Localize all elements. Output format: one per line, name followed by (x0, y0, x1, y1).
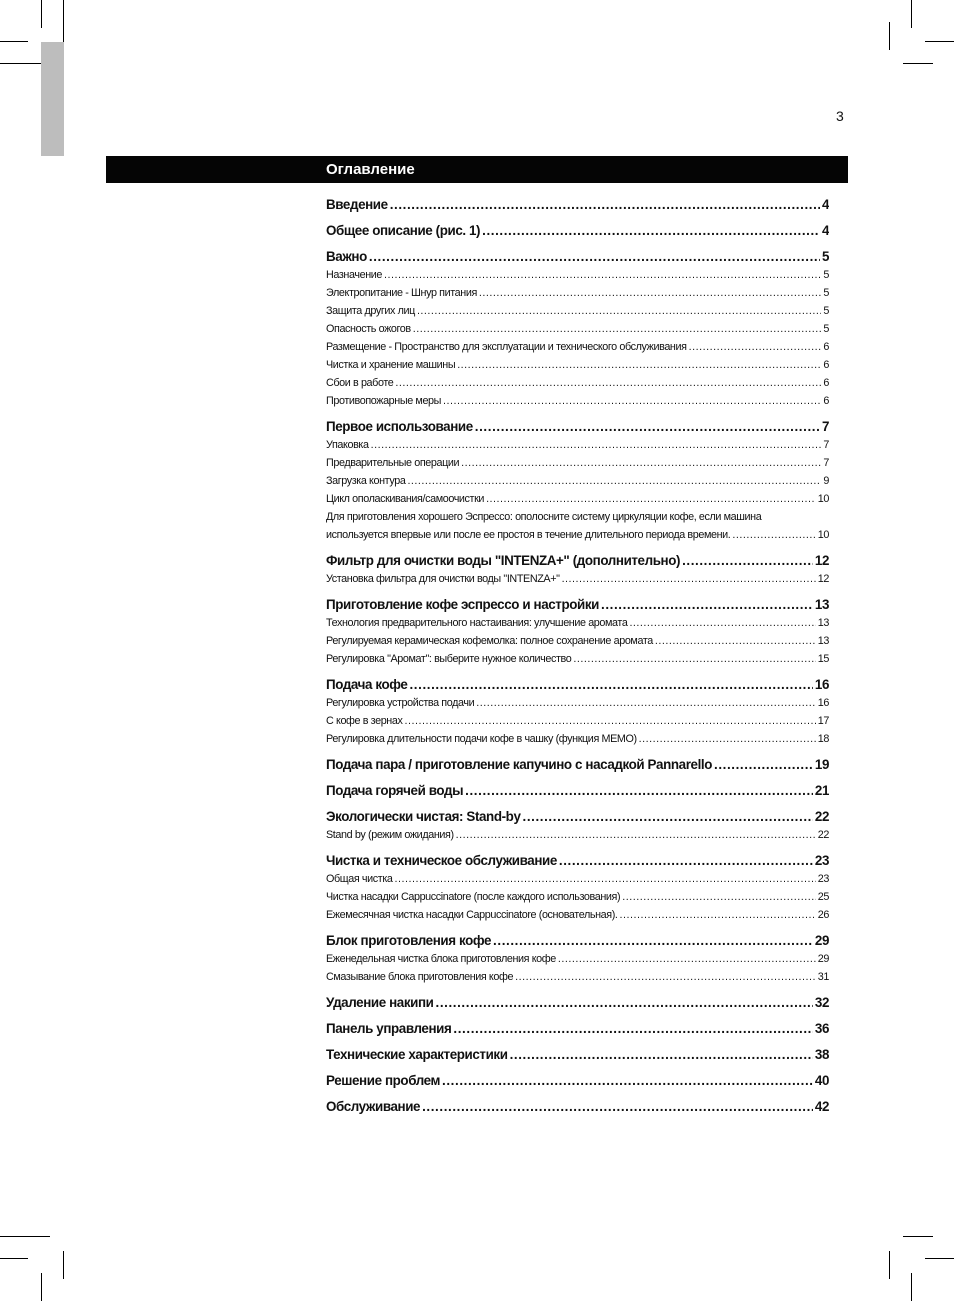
toc-page-number: 23 (814, 853, 829, 868)
dot-leader (622, 888, 816, 906)
dot-leader (573, 650, 815, 668)
toc-page-number: 10 (817, 529, 829, 541)
toc-entry-title: Общее описание (рис. 1) (326, 223, 481, 238)
toc-section[interactable] (326, 782, 829, 800)
dot-leader (394, 870, 815, 888)
toc-entry-title: Защита других лиц (326, 305, 415, 317)
toc-page-number: 29 (814, 933, 829, 948)
toc-entry-title: Загрузка контура (326, 475, 406, 487)
toc-subsection[interactable] (326, 826, 829, 844)
toc-subsection[interactable] (326, 968, 829, 986)
toc-subsection[interactable] (326, 284, 829, 302)
dot-leader (465, 782, 813, 800)
crop-mark (903, 1236, 933, 1237)
dot-leader (562, 570, 816, 588)
dot-leader (689, 338, 822, 356)
dot-leader (371, 436, 822, 454)
crop-mark (41, 0, 42, 28)
dot-leader (732, 526, 815, 544)
toc-page-number: 40 (814, 1073, 829, 1088)
toc-page-number: 21 (814, 783, 829, 798)
toc-subsection[interactable] (326, 454, 829, 472)
crop-mark (889, 1251, 890, 1279)
toc-entry-title: Приготовление кофе эспрессо и настройки (326, 597, 599, 612)
toc-page-number: 13 (817, 617, 829, 629)
toc-subsection[interactable] (326, 570, 829, 588)
toc-subsection[interactable] (326, 320, 829, 338)
toc-entry-title: Регулируемая керамическая кофемолка: полное сохранение аромата (326, 635, 653, 647)
toc-entry-title: Обслуживание (326, 1099, 421, 1114)
toc-section[interactable] (326, 1020, 829, 1038)
toc-entry-title: Чистка и хранение машины (326, 359, 456, 371)
toc-subsection[interactable] (326, 712, 829, 730)
crop-mark (41, 1273, 42, 1301)
toc-entry-title: Введение (326, 197, 388, 212)
toc-section[interactable] (326, 808, 829, 826)
toc-entry-title: Чистка насадки Cappuccinatore (после каждого использования) (326, 891, 621, 903)
toc-entry-title: Упаковка (326, 439, 369, 451)
toc-page-number: 16 (817, 697, 829, 709)
toc-page-number: 10 (817, 493, 829, 505)
toc-subsection[interactable] (326, 266, 829, 284)
dot-leader (413, 320, 822, 338)
toc-entry-title: Stand by (режим ожидания) (326, 829, 454, 841)
toc-page-number: 42 (814, 1099, 829, 1114)
toc-page-number: 23 (817, 873, 829, 885)
toc-entry-title: Удаление накипи (326, 995, 434, 1010)
toc-section[interactable] (326, 756, 829, 774)
toc-entry-title: Панель управления (326, 1021, 452, 1036)
toc-page-number: 5 (823, 323, 829, 335)
toc-entry-title: Блок приготовления кофе (326, 933, 492, 948)
dot-leader (629, 614, 815, 632)
table-of-contents (326, 196, 829, 1116)
crop-mark (911, 1273, 912, 1301)
dot-leader (457, 356, 821, 374)
toc-subsection[interactable] (326, 950, 829, 968)
dot-leader (404, 712, 815, 730)
toc-entry-title: Подача пара / приготовление капучино с насадкой Pannarello (326, 757, 712, 772)
dot-leader (515, 968, 816, 986)
dot-leader (395, 374, 821, 392)
toc-subsection[interactable] (326, 392, 829, 410)
toc-entry-title: Регулировка длительности подачи кофе в чашку (функция MEMO) (326, 733, 637, 745)
dot-leader (510, 1046, 813, 1064)
toc-page-number: 26 (817, 909, 829, 921)
dot-leader (479, 284, 821, 302)
toc-subsection[interactable] (326, 526, 829, 544)
dot-leader (461, 454, 821, 472)
toc-page-number: 5 (821, 249, 829, 264)
toc-entry-title: Решение проблем (326, 1073, 441, 1088)
toc-page-number: 4 (821, 197, 829, 212)
toc-subsection[interactable] (326, 906, 829, 924)
crop-mark (903, 63, 933, 64)
toc-page-number: 22 (814, 809, 829, 824)
dot-leader (475, 418, 820, 436)
dot-leader (442, 1072, 813, 1090)
toc-section[interactable] (326, 932, 829, 950)
toc-page-number: 7 (823, 439, 829, 451)
toc-section[interactable] (326, 852, 829, 870)
crop-mark (63, 1251, 64, 1279)
toc-subsection[interactable] (326, 614, 829, 632)
toc-subsection[interactable] (326, 436, 829, 454)
dot-leader (390, 196, 820, 214)
toc-entry-title: Противопожарные меры (326, 395, 442, 407)
toc-entry-title: Первое использование (326, 419, 473, 434)
dot-leader (443, 392, 821, 410)
toc-entry-title: Технические характеристики (326, 1047, 508, 1062)
dot-leader (601, 596, 813, 614)
toc-page-number: 18 (817, 733, 829, 745)
toc-entry-title: Электропитание - Шнур питания (326, 287, 477, 299)
toc-page-number: 36 (814, 1021, 829, 1036)
dot-leader (620, 906, 816, 924)
toc-entry-title: Назначение (326, 269, 382, 281)
toc-page-number: 22 (817, 829, 829, 841)
toc-page-number: 13 (814, 597, 829, 612)
dot-leader (482, 222, 820, 240)
toc-entry-line: Для приготовления хорошего Эспрессо: ополосните систему циркуляции кофе, если машина (326, 511, 762, 523)
dot-leader (639, 730, 816, 748)
toc-page-number: 19 (814, 757, 829, 772)
crop-mark (0, 41, 28, 42)
dot-leader (486, 490, 816, 508)
toc-subsection[interactable] (326, 490, 829, 508)
toc-entry-title: Экологически чистая: Stand-by (326, 809, 521, 824)
toc-page-number: 12 (817, 573, 829, 585)
dot-leader (409, 676, 812, 694)
toc-entry-title: Предварительные операции (326, 457, 460, 469)
dot-leader (369, 248, 820, 266)
toc-subsection[interactable] (326, 374, 829, 392)
toc-page-number: 5 (823, 305, 829, 317)
toc-entry-title: Цикл ополаскивания/самоочистки (326, 493, 485, 505)
toc-entry-title: Важно (326, 249, 367, 264)
toc-entry-title: Регулировка "Аромат": выберите нужное количество (326, 653, 572, 665)
toc-entry-title: Общая чистка (326, 873, 393, 885)
toc-section[interactable] (326, 248, 829, 266)
page-number: 3 (836, 108, 844, 124)
toc-entry-title: Фильтр для очистки воды "INTENZA+" (дополнительно) (326, 553, 681, 568)
toc-entry-title: Размещение - Пространство для эксплуатации и технического обслуживания (326, 341, 687, 353)
toc-entry-title: Еженедельная чистка блока приготовления кофе (326, 953, 556, 965)
dot-leader (422, 1098, 813, 1116)
toc-page-number: 29 (817, 953, 829, 965)
crop-mark (925, 41, 954, 42)
toc-page-number: 12 (814, 553, 829, 568)
toc-page-number: 32 (814, 995, 829, 1010)
crop-mark (889, 22, 890, 50)
toc-page-number: 4 (821, 223, 829, 238)
toc-page-number: 7 (823, 457, 829, 469)
dot-leader (558, 950, 816, 968)
dot-leader (682, 552, 813, 570)
toc-page-number: 31 (817, 971, 829, 983)
section-header-bar (106, 156, 848, 183)
toc-page-number: 6 (823, 377, 829, 389)
dot-leader (417, 302, 821, 320)
toc-entry-title: Регулировка устройства подачи (326, 697, 475, 709)
toc-subsection[interactable] (326, 338, 829, 356)
toc-subsection[interactable] (326, 302, 829, 320)
page-title: Оглавление (326, 161, 415, 178)
toc-section[interactable] (326, 1072, 829, 1090)
toc-page-number: 5 (823, 287, 829, 299)
toc-subsection[interactable] (326, 888, 829, 906)
toc-section[interactable] (326, 418, 829, 436)
toc-subsection[interactable] (326, 632, 829, 650)
toc-subsection[interactable] (326, 694, 829, 712)
dot-leader (714, 756, 813, 774)
toc-entry-title: Смазывание блока приготовления кофе (326, 971, 514, 983)
toc-section[interactable] (326, 676, 829, 694)
toc-entry-title: Ежемесячная чистка насадки Cappuccinatore (основательная). (326, 909, 618, 921)
toc-entry-title: Опасность ожогов (326, 323, 411, 335)
toc-subsection[interactable] (326, 730, 829, 748)
dot-leader (407, 472, 821, 490)
toc-page-number: 17 (817, 715, 829, 727)
crop-mark (925, 1258, 954, 1259)
dot-leader (456, 826, 816, 844)
toc-page-number: 38 (814, 1047, 829, 1062)
dot-leader (436, 994, 813, 1012)
toc-section[interactable] (326, 552, 829, 570)
toc-entry-title: С кофе в зернах (326, 715, 403, 727)
toc-entry-title: Подача кофе (326, 677, 408, 692)
toc-page-number: 25 (817, 891, 829, 903)
toc-page-number: 15 (817, 653, 829, 665)
toc-section[interactable] (326, 994, 829, 1012)
dot-leader (655, 632, 816, 650)
toc-entry-title: Сбои в работе (326, 377, 394, 389)
dot-leader (476, 694, 816, 712)
toc-page-number: 6 (823, 341, 829, 353)
dot-leader (453, 1020, 812, 1038)
toc-section[interactable] (326, 1046, 829, 1064)
toc-subsection[interactable] (326, 870, 829, 888)
toc-section[interactable] (326, 196, 829, 214)
toc-section[interactable] (326, 596, 829, 614)
toc-section[interactable] (326, 1098, 829, 1116)
toc-subsection[interactable] (326, 472, 829, 490)
toc-entry-title: используется впервые или после ее простоя в течение длительного периода времени. (326, 529, 731, 541)
toc-page-number: 6 (823, 359, 829, 371)
toc-entry-title: Подача горячей воды (326, 783, 464, 798)
toc-entry-title: Установка фильтра для очистки воды "INTENZA+" (326, 573, 560, 585)
toc-entry-title: Чистка и техническое обслуживание (326, 853, 557, 868)
dot-leader (523, 808, 813, 826)
toc-subsection[interactable] (326, 650, 829, 668)
crop-mark (911, 0, 912, 28)
toc-page-number: 6 (823, 395, 829, 407)
dot-leader (384, 266, 821, 284)
dot-leader (493, 932, 813, 950)
toc-page-number: 5 (823, 269, 829, 281)
language-tab (41, 42, 64, 156)
toc-page-number: 13 (817, 635, 829, 647)
toc-page-number: 7 (821, 419, 829, 434)
toc-page-number: 16 (814, 677, 829, 692)
toc-section[interactable] (326, 222, 829, 240)
crop-mark (0, 1236, 50, 1237)
toc-page-number: 9 (823, 475, 829, 487)
toc-entry-title: Технология предварительного настаивания: улучшение аромата (326, 617, 628, 629)
toc-subsection[interactable] (326, 356, 829, 374)
crop-mark (0, 1258, 28, 1259)
dot-leader (559, 852, 813, 870)
